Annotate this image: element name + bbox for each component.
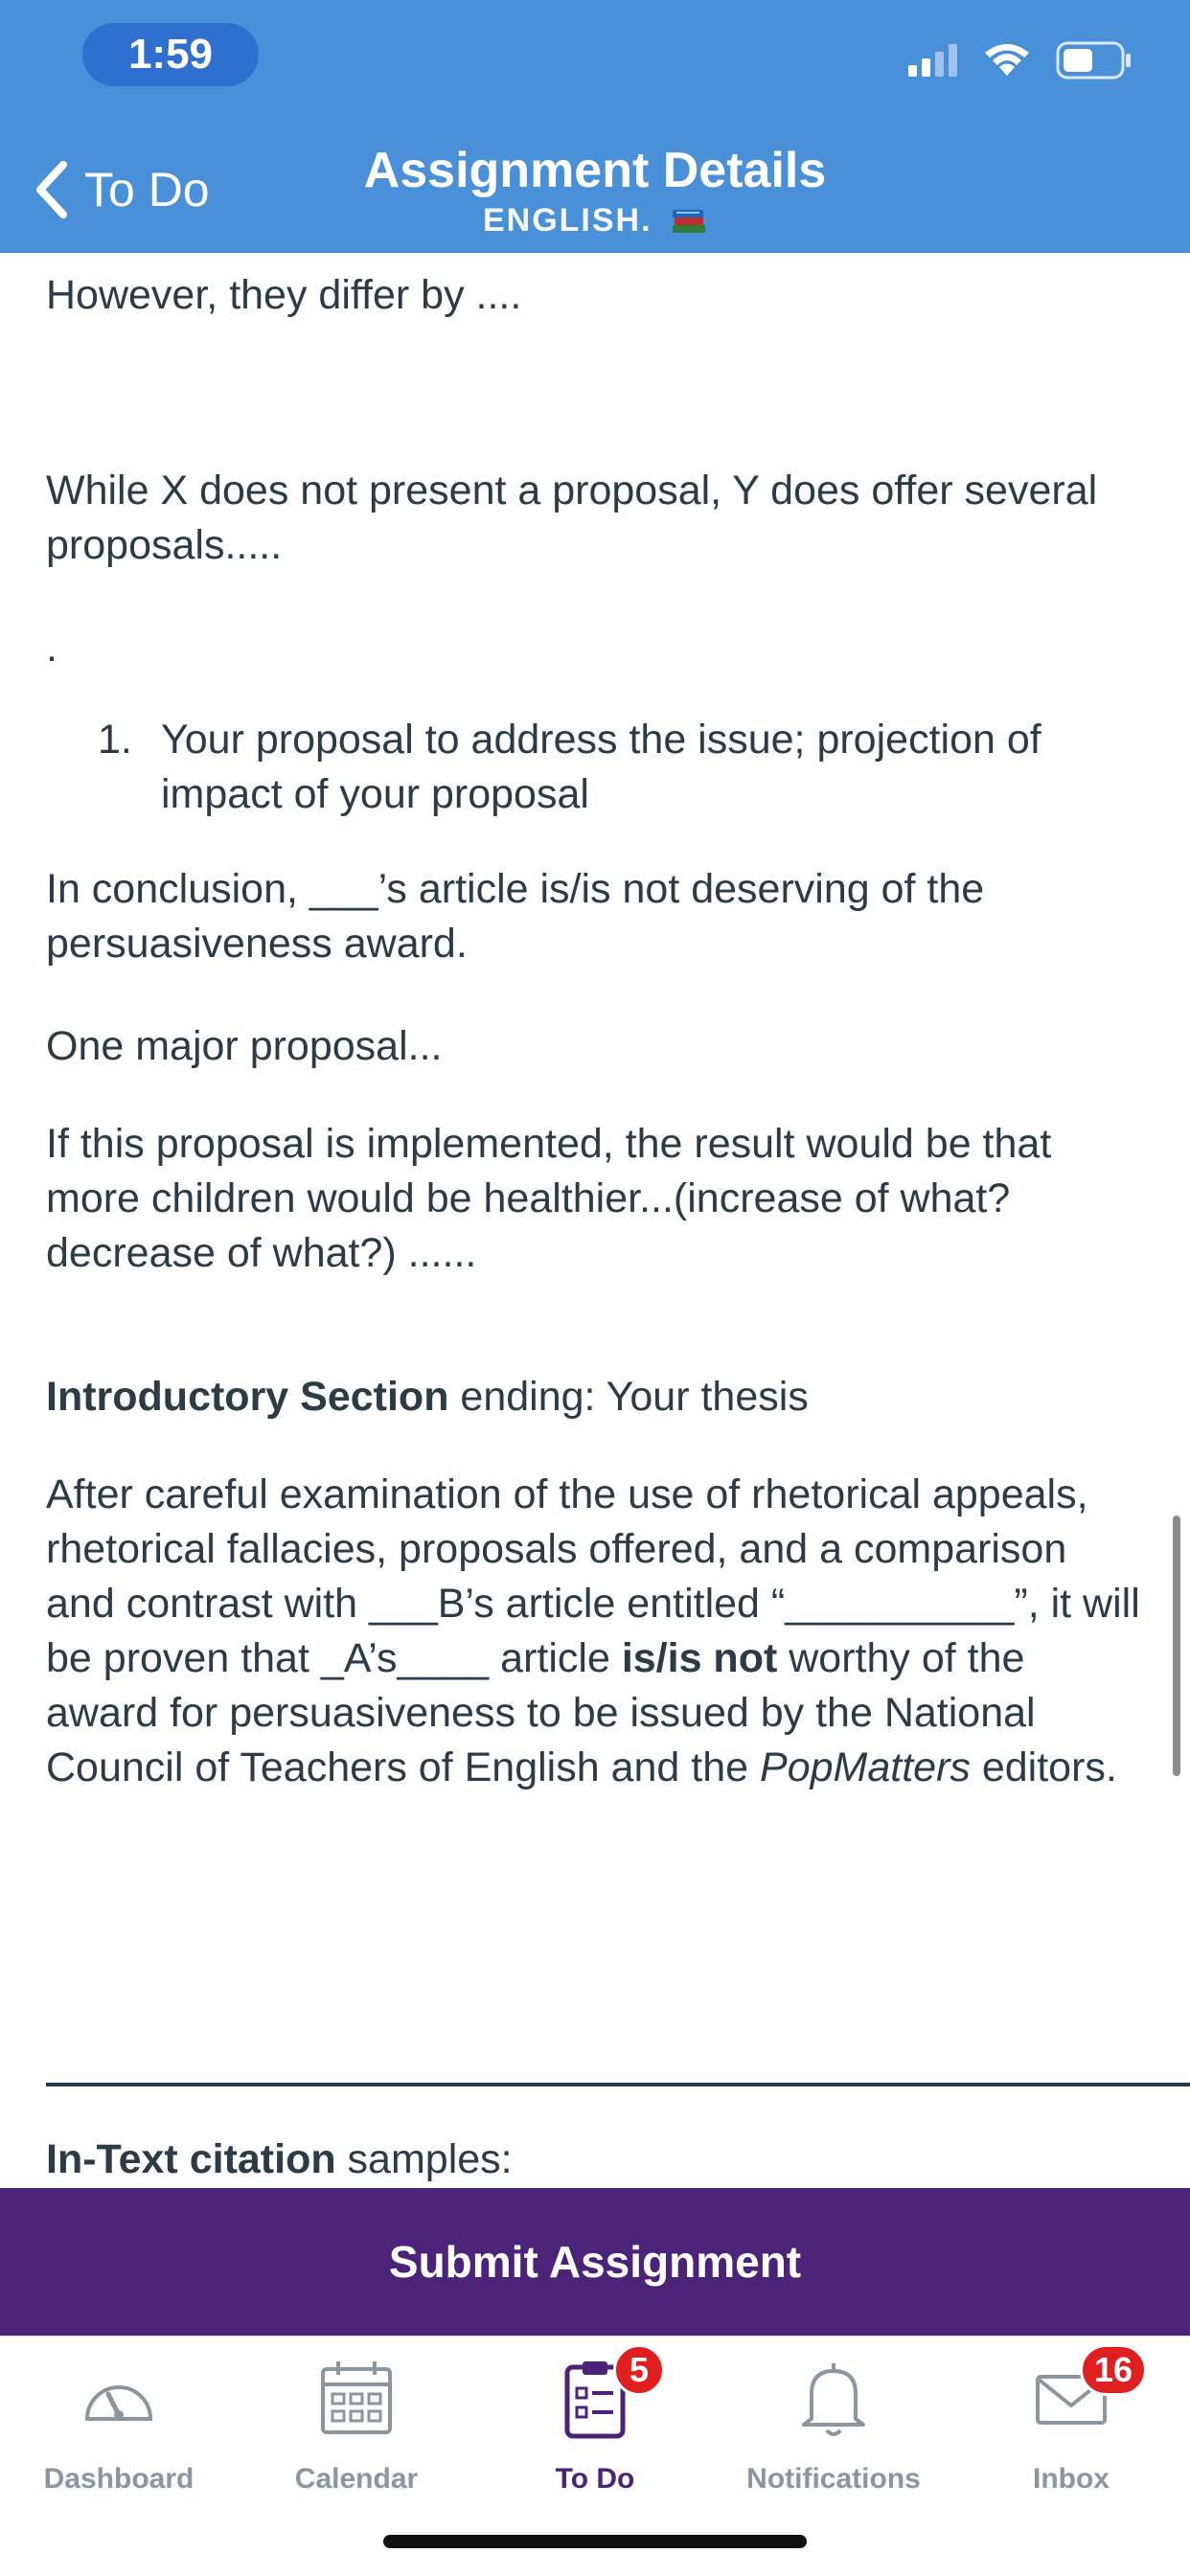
app-header [0, 0, 1190, 253]
tab-inbox[interactable] [952, 2350, 1190, 2519]
tab-dashboard[interactable] [0, 2356, 238, 2519]
tab-label: Notifications [746, 2463, 921, 2495]
content-line: . [46, 625, 57, 671]
home-indicator [383, 2535, 807, 2548]
title-block [0, 140, 1190, 239]
citation-heading [46, 2132, 1140, 2187]
horizontal-rule [46, 2083, 1190, 2086]
intro-rest: ending: Your thesis [448, 1374, 809, 1420]
intro-bold: Introductory Section [46, 1374, 449, 1420]
page-title: Assignment Details [363, 143, 827, 198]
inbox-icon [1028, 2350, 1133, 2442]
content-line: While X does not present a proposal, Y does offer several proposals..... [46, 467, 1098, 568]
books-icon [671, 206, 707, 235]
dashboard-icon [76, 2356, 162, 2442]
submit-assignment-button[interactable]: Submit Assignment [0, 2188, 1190, 2336]
bell-icon [790, 2356, 877, 2442]
thesis-paragraph [46, 1468, 1140, 1795]
todo-badge: 5 [613, 2344, 665, 2396]
todo-icon [552, 2350, 650, 2442]
thesis-bold: is/is not [621, 1635, 778, 1681]
status-time: 1:59 [82, 23, 259, 86]
content-line: If this proposal is implemented, the result would be that more children would be healthier...(increase of what? decrease of what?) ...... [46, 1121, 1052, 1276]
thesis-text: editors. [970, 1744, 1117, 1790]
wifi-icon [983, 43, 1031, 78]
calendar-icon [313, 2356, 400, 2442]
tab-label: Inbox [1033, 2463, 1110, 2495]
content-line: However, they differ by .... [46, 272, 522, 318]
course-subtitle [0, 201, 1190, 239]
assignment-content[interactable] [0, 253, 1190, 2188]
tab-label: Calendar [294, 2463, 419, 2495]
tab-label: To Do [555, 2463, 635, 2495]
thesis-text: worthy of the award for persuasiveness to be issued by the National Council of Teachers of English and the [46, 1635, 1036, 1790]
list-text: Your proposal to address the issue; projection of impact of your proposal [161, 717, 1041, 817]
tab-notifications[interactable] [715, 2356, 952, 2519]
inbox-badge: 16 [1080, 2344, 1147, 2396]
content-line: In conclusion, ___’s article is/is not deserving of the persuasiveness award. [46, 866, 985, 967]
thesis-text: After careful examination of the use of rhetorical appeals, rhetorical fallacies, proposals offered, and a comparison and contrast with ___B’s article entitled “__________”, it will be proven that _A’s____ article [46, 1471, 1140, 1681]
scrollbar[interactable] [1173, 1516, 1180, 1776]
signal-icon [908, 44, 958, 77]
citation-rest: samples: [335, 2136, 513, 2182]
citation-bold: In-Text citation [46, 2136, 336, 2182]
tab-todo[interactable] [476, 2350, 714, 2519]
status-icons [908, 38, 1133, 82]
tab-calendar[interactable] [238, 2356, 475, 2519]
battery-icon [1056, 41, 1133, 80]
content-line: One major proposal... [46, 1023, 443, 1069]
list-number: 1. [98, 717, 132, 763]
back-label: To Do [84, 163, 210, 217]
tab-label: Dashboard [43, 2463, 195, 2495]
thesis-italic: PopMatters [760, 1744, 971, 1790]
intro-heading [46, 1370, 1140, 1425]
course-name: ENGLISH. [482, 202, 652, 239]
